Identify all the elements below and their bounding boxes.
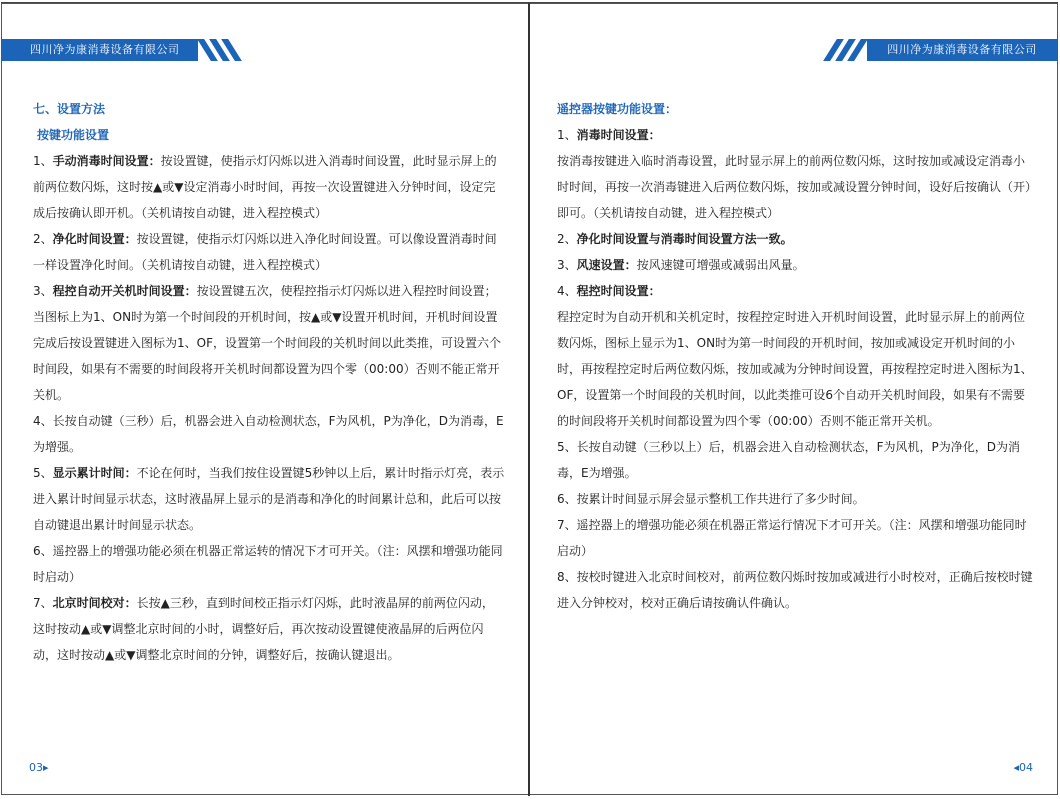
company-name: 四川净为康消毒设备有限公司 — [887, 43, 1037, 56]
item-number: 5、 — [557, 440, 577, 454]
item-title: 风速设置： — [576, 258, 637, 272]
page-number: 03▸ — [29, 761, 49, 774]
section-heading: 七、设置方法 — [33, 102, 106, 116]
item-title: 显示累计时间： — [52, 466, 137, 480]
section-subheading: 按键功能设置 — [37, 128, 110, 142]
item-text: 按累计时间显示屏会显示整机工作共进行了多少时间。 — [576, 492, 865, 506]
list-item — [557, 122, 1033, 148]
item-number: 2、 — [557, 232, 577, 246]
list-item — [33, 226, 505, 278]
list-item — [33, 538, 505, 590]
item-text: 按校时键进入北京时间校对，前两位数闪烁时按加或减进行小时校对，正确后按校时键进入分钟校对，校对正确后请按确认件确认。 — [557, 570, 1033, 610]
page-number: ◂04 — [1013, 761, 1033, 774]
list-item — [557, 304, 1033, 434]
item-number: 6、 — [557, 492, 577, 506]
item-number: 4、 — [33, 414, 53, 428]
item-title: 北京时间校对： — [52, 596, 137, 610]
item-number: 1、 — [557, 128, 577, 142]
item-number: 7、 — [557, 518, 577, 532]
item-text: 遥控器上的增强功能必须在机器正常运行情况下才可开关。（注：风摆和增强功能同时启动） — [557, 518, 1027, 558]
item-number: 1、 — [33, 154, 53, 168]
item-number: 3、 — [557, 258, 577, 272]
left-content — [33, 96, 505, 668]
list-item — [557, 252, 1033, 278]
item-title: 程控自动开关机时间设置： — [52, 284, 197, 298]
item-text: 按消毒按键进入临时消毒设置，此时显示屏上的前两位数闪烁，这时按加或减设定消毒小时时间，再按一次消毒键进入后两位数闪烁，按加或减设置分钟时间，设好后按确认（开）即可。（关机请按自动键，进入程控模式） — [557, 154, 1032, 220]
item-number: 2、 — [33, 232, 53, 246]
item-text: 遥控器上的增强功能必须在机器正常运转的情况下才可开关。（注：风摆和增强功能同时启动） — [33, 544, 503, 584]
item-number: 7、 — [33, 596, 53, 610]
item-text: 按设置键五次，使程控指示灯闪烁以进入程控时间设置；当图标上为1、ON时为第一个时间段的开机时间，按▲或▼设置开机时间，开机时间设置完成后按设置键进入图标为1、OF，设置第一个时间段的关机时间以此类推，可设置六个时间段，如果有不需要的时间段将开关机时间都设置为四个零（00:00）否则不能正常开关机。 — [33, 284, 501, 402]
list-item — [557, 226, 1033, 252]
item-title: 消毒时间设置： — [576, 128, 661, 142]
item-number: 3、 — [33, 284, 53, 298]
item-title: 手动消毒时间设置： — [52, 154, 161, 168]
item-text: 长按自动键（三秒）后，机器会进入自动检测状态，F为风机，P为净化，D为消毒，E为增强。 — [33, 414, 504, 454]
list-item — [33, 460, 505, 538]
right-page — [530, 3, 1058, 795]
item-text: 程控定时为自动开机和关机定时，按程控定时进入开机时间设置，此时显示屏上的前两位数闪烁，图标上显示为1、ON时为第一时间段的开机时间，按加或减设定开机时间的小时，再按程控定时后两位数闪烁，按加或减为分钟时间设置，再按程控定时进入图标为1、OF，设置第一个时间段的关机时间，以此类推可设6个自动开关机时间段，如果有不需要的时间段将开关机时间都设置为四个零（00:00）否则不能正常开关机。 — [557, 310, 1033, 428]
item-number: 8、 — [557, 570, 577, 584]
item-number: 5、 — [33, 466, 53, 480]
list-item — [557, 486, 1033, 512]
list-item — [33, 408, 505, 460]
list-item — [557, 148, 1033, 226]
item-number: 6、 — [33, 544, 53, 558]
section-heading: 遥控器按键功能设置： — [557, 102, 678, 116]
item-title: 程控时间设置： — [576, 284, 661, 298]
item-text: 长按自动键（三秒以上）后，机器会进入自动检测状态，F为风机，P为净化，D为消毒，E为增强。 — [557, 440, 1021, 480]
item-title: 净化时间设置与消毒时间设置方法一致。 — [576, 232, 793, 246]
company-banner — [867, 39, 1057, 61]
item-text: 按设置键，使指示灯闪烁以进入消毒时间设置，此时显示屏上的前两位数闪烁，这时按▲或▼设定消毒小时时间，再按一次设置键进入分钟时间，设定完成后按确认即开机。（关机请按自动键，进入程控模式） — [33, 154, 497, 220]
left-page — [1, 3, 529, 795]
list-item — [33, 590, 505, 668]
right-item-list — [557, 122, 1033, 616]
list-item — [557, 434, 1033, 486]
right-content — [557, 96, 1033, 616]
list-item — [557, 564, 1033, 616]
list-item — [33, 278, 505, 408]
item-text: 长按▲三秒，直到时间校正指示灯闪烁，此时液晶屏的前两位闪动，这时按动▲或▼调整北京时间的小时，调整好后，再次按动设置键使液晶屏的后两位闪动，这时按动▲或▼调整北京时间的分钟，调整好后，按确认键退出。 — [33, 596, 494, 662]
company-name: 四川净为康消毒设备有限公司 — [30, 43, 180, 56]
item-text: 按设置键，使指示灯闪烁以进入净化时间设置。可以像设置消毒时间一样设置净化时间。（关机请按自动键，进入程控模式） — [33, 232, 497, 272]
item-text: 不论在何时，当我们按住设置键5秒钟以上后，累计时指示灯亮，表示进入累计时间显示状态，这时液晶屏上显示的是消毒和净化的时间累计总和，此后可以按自动键退出累计时间显示状态。 — [33, 466, 505, 532]
left-item-list — [33, 148, 505, 668]
company-banner — [2, 39, 198, 61]
list-item — [557, 512, 1033, 564]
item-title: 净化时间设置： — [52, 232, 137, 246]
list-item — [557, 278, 1033, 304]
item-number: 4、 — [557, 284, 577, 298]
item-text: 按风速键可增强或减弱出风量。 — [636, 258, 805, 272]
list-item — [33, 148, 505, 226]
